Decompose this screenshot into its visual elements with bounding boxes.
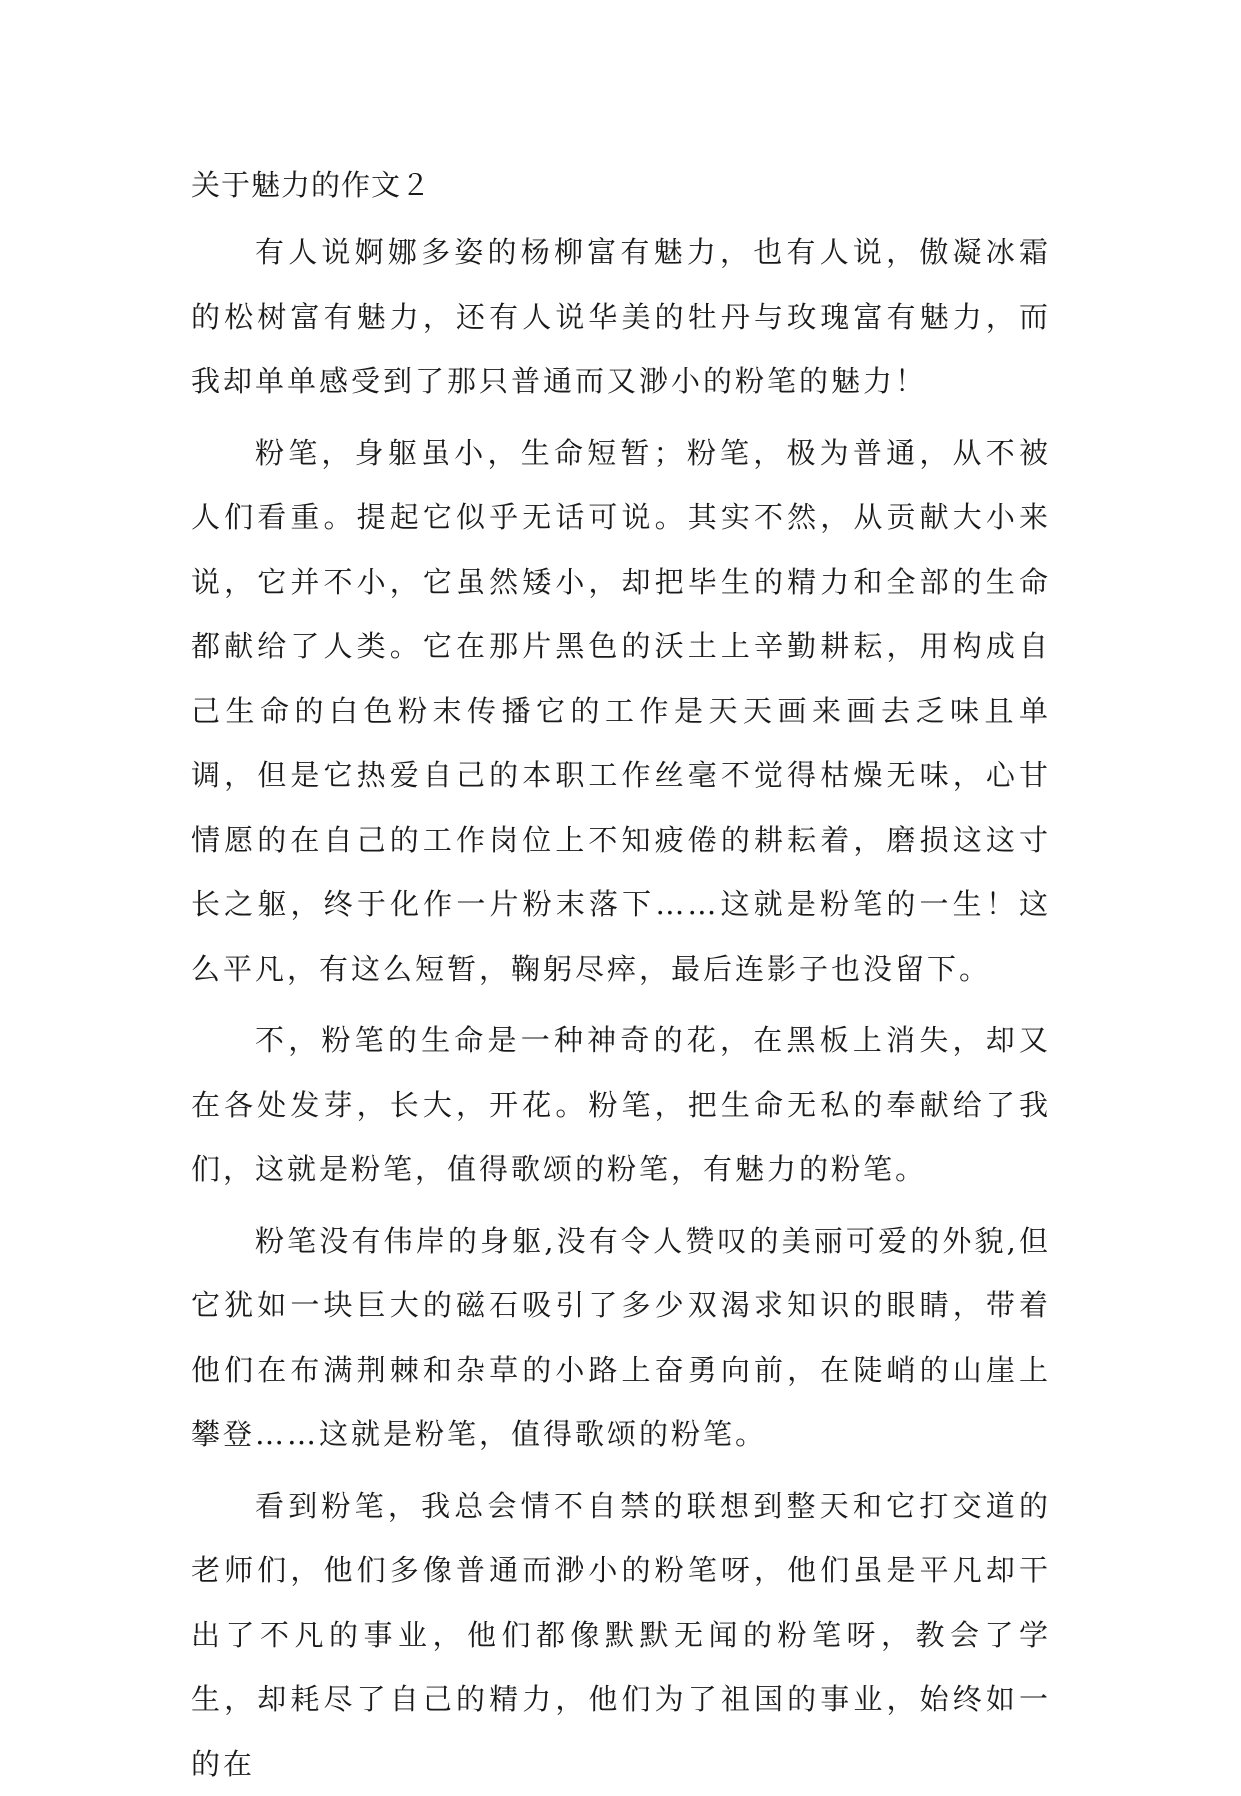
paragraph-5: 看到粉笔，我总会情不自禁的联想到整天和它打交道的老师们，他们多像普通而渺小的粉笔呀，他们虽是平凡却干出了不凡的事业，他们都像默默无闻的粉笔呀，教会了学生，却耗尽了自己的精力，他们为了祖国的事业，始终如一的在 — [191, 1474, 1051, 1796]
paragraph-1: 有人说婀娜多姿的杨柳富有魅力，也有人说，傲凝冰霜的松树富有魅力，还有人说华美的牡丹与玫瑰富有魅力，而我却单单感受到了那只普通而又渺小的粉笔的魅力！ — [191, 220, 1051, 414]
document-body — [191, 160, 1051, 1796]
document-title: 关于魅力的作文２ — [191, 160, 1051, 210]
paragraph-3: 不，粉笔的生命是一种神奇的花，在黑板上消失，却又在各处发芽，长大，开花。粉笔，把生命无私的奉献给了我们，这就是粉笔，值得歌颂的粉笔，有魅力的粉笔。 — [191, 1008, 1051, 1202]
paragraph-2: 粉笔，身躯虽小，生命短暂；粉笔，极为普通，从不被人们看重。提起它似乎无话可说。其实不然，从贡献大小来说，它并不小，它虽然矮小，却把毕生的精力和全部的生命都献给了人类。它在那片黑色的沃土上辛勤耕耘，用构成自己生命的白色粉末传播它的工作是天天画来画去乏味且单调，但是它热爱自己的本职工作丝毫不觉得枯燥无味，心甘情愿的在自己的工作岗位上不知疲倦的耕耘着，磨损这这寸长之躯，终于化作一片粉末落下……这就是粉笔的一生！这么平凡，有这么短暂，鞠躬尽瘁，最后连影子也没留下。 — [191, 421, 1051, 1002]
paragraph-4: 粉笔没有伟岸的身躯,没有令人赞叹的美丽可爱的外貌,但它犹如一块巨大的磁石吸引了多少双渴求知识的眼睛，带着他们在布满荆棘和杂草的小路上奋勇向前，在陡峭的山崖上攀登……这就是粉笔，值得歌颂的粉笔。 — [191, 1209, 1051, 1467]
